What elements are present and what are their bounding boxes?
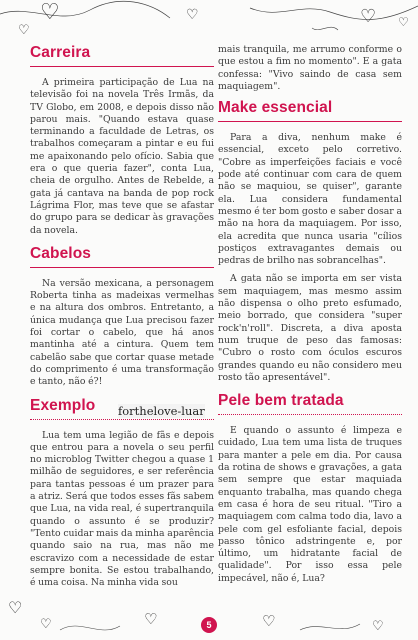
section-title-cabelos: Cabelos	[30, 244, 91, 262]
continued-paragraph: mais tranquila, me arrumo conforme o que estou a fim no momento". E a gata confessa: "Vivo saindo de casa sem maquiagem".	[218, 44, 402, 92]
make-paragraph-1: Para a diva, nenhum make é essencial, exceto pelo corretivo. "Cobre as imperfeições faciais e você pode até continuar com cara de quem não se maquiou, se quiser", garante ela. Lua considera fundamental mesmo é ter bom gosto e saber dosar a mão na hora da maquiagem. Por isso, ela acredita que nunca usaria "cílios postiços extravagantes demais ou pedras de brilho nas sobrancelhas".	[218, 132, 402, 267]
pele-paragraph: E quando o assunto é limpeza e cuidado, Lua tem uma lista de truques para manter a pele em dia. Por causa da rotina de shows e gravações, a gata sem sempre que estar maquiada enquanto trabalha, mas quando chega em casa é hora de seu ritual. "Tiro a maquiagem com calma todo dia, lavo a pele com gel esfoliante facial, depois passo tônico adstringente e, por último, um hidratante facial de qualidade". Por isso essa pele impecável, não é, Lua?	[218, 425, 402, 584]
cabelos-paragraph: Na versão mexicana, a personagem Roberta tinha as madeixas vermelhas e na altura dos ombros. Entretanto, a única mudança que Lua precisou fazer foi cortar o cabelo, que há anos mantinha até a cintura. Quem tem cabelão sabe que cortar quase metade do comprimento é uma transformação e tanto, não é?!	[30, 277, 214, 388]
heart-icon: ♡	[144, 610, 158, 628]
section-divider	[218, 121, 402, 122]
section-title-carreira: Carreira	[30, 44, 91, 61]
section-divider	[218, 414, 402, 415]
section-title-make-essencial: Make essencial	[218, 99, 333, 117]
watermark-text: forthelove-luar	[118, 404, 205, 418]
carreira-paragraph: A primeira participação de Lua na televisão foi na novela Três Irmãs, da TV Globo, em 2008, e depois disso não parou mais. "Quando estava quase terminando a faculdade de Letras, os trabalhos começaram a pintar e eu fui me apaixonando pelo ofício. Sabia que era o que queria fazer", conta Lua, cheia de orgulho. Antes de Rebelde, a gata já cantava na banda de pop rock Lágrima Flor, mas teve que se afastar do grupo para se dedicar às gravações da novela.	[30, 77, 214, 236]
left-column	[30, 44, 214, 595]
heart-icon: ♡	[372, 619, 384, 634]
heart-icon: ♡	[360, 6, 377, 27]
section-divider	[30, 66, 214, 67]
section-title-pele-bem-tratada: Pele bem tratada	[218, 392, 344, 410]
heart-icon: ♡	[8, 598, 23, 617]
section-divider	[30, 267, 214, 268]
heart-icon: ♡	[18, 23, 30, 38]
heart-icon: ♡	[40, 617, 52, 632]
make-paragraph-2: A gata não se importa em ser vista sem maquiagem, mas mesmo assim não dispensa o olho preto esfumado, meio borrado, que considera "super rock'n'roll". Discreta, a diva aposta num truque de peso das famosas: "Cubro o rosto com óculos escuros grandes quando eu não considero meu rosto tão apresentável".	[218, 273, 402, 383]
page-number: 5	[201, 617, 217, 633]
right-column	[218, 44, 402, 591]
top-doodle-decoration	[0, 0, 418, 44]
heart-icon: ♡	[262, 612, 276, 630]
exemplo-paragraph: Lua tem uma legião de fãs e depois que entrou para a novela o seu perfil no microblog Twitter chegou a quase 1 milhão de seguidores, e ser referência para tantas pessoas é um prazer para a atriz. Será que todos esses fãs sabem que Lua, na vida real, é supertranquila quando o assunto é se produzir? "Tento cuidar mais da minha aparência quando saio na rua, mas não me escravizo com a necessidade de estar sempre bonita. Se estou trabalhando, é uma coisa. Na minha vida sou	[30, 429, 214, 589]
heart-icon: ♡	[398, 15, 409, 29]
section-title-exemplo: Exemplo	[30, 396, 96, 414]
section-divider	[30, 419, 214, 420]
heart-icon: ♡	[40, 0, 60, 25]
heart-icon: ♡	[186, 7, 199, 23]
